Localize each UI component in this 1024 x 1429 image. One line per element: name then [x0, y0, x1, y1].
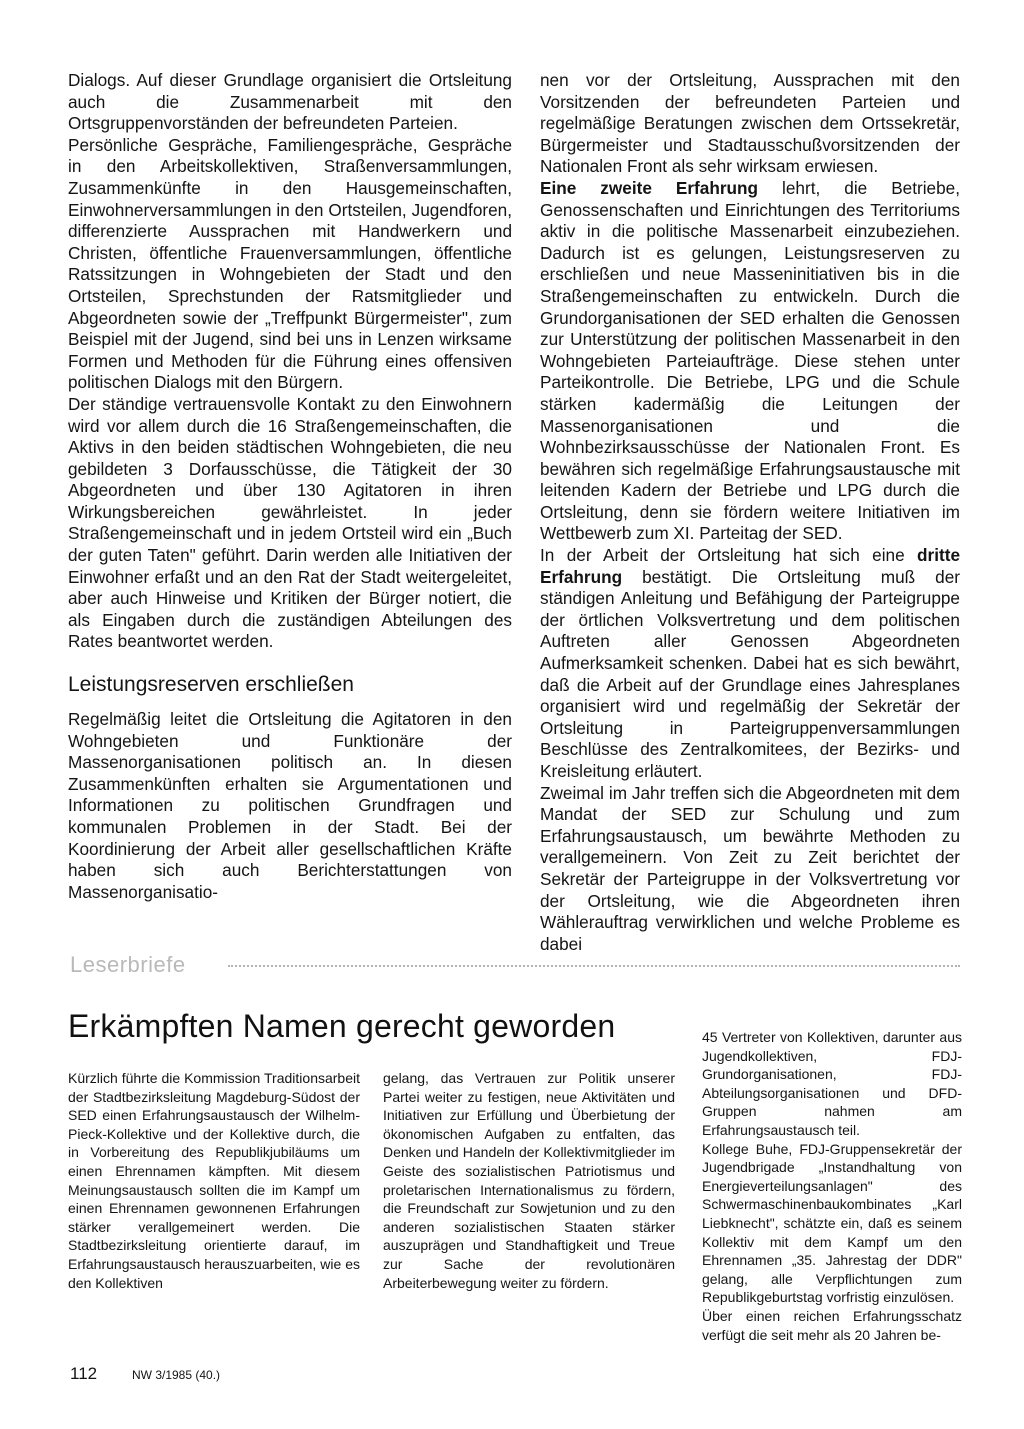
article-column-right — [540, 70, 960, 955]
paragraph — [540, 178, 960, 545]
paragraph: Regelmäßig leitet die Ortsleitung die Agitatoren in den Wohngebieten und Funktionäre der Massenorganisationen politisch an. In diesen Zusammenkünften erhalten sie Argumentationen und Informationen zu politischen Grundfragen und kommunalen Problemen in der Stadt. Bei der Koordinierung der Arbeit aller gesellschaftlichen Kräfte haben sich auch Berichterstattungen von Massenorganisatio- — [68, 709, 512, 902]
paragraph: Über einen reichen Erfahrungsschatz verfügt die seit mehr als 20 Jahren be- — [702, 1307, 962, 1343]
article-column-left — [68, 70, 512, 903]
bold-phrase: dritte Erfahrung — [540, 545, 960, 587]
bold-phrase: Eine zweite Erfahrung — [540, 177, 759, 198]
page-number: 112 — [70, 1364, 98, 1383]
headline: Erkämpften Namen gerecht geworden — [68, 1008, 616, 1044]
paragraph: Der ständige vertrauensvolle Kontakt zu den Einwohnern wird vor allem durch die 16 Straßengemeinschaften, die Aktivs in den beiden städtischen Wohngebieten, die neu gebildeten 3 Dorfausschüsse, die Tätigkeit der 30 Abgeordneten und über 130 Agitatoren in ihren Wirkungsbereichen gewährleistet. In jeder Straßengemeinschaft und in jedem Ortsteil wird ein „Buch der guten Taten" geführt. Darin werden alle Initiativen der Einwohner erfaßt und an den Rat der Stadt weitergeleitet, aber auch Hinweise und Kritiken der Bürger notiert, die als Eingaben durch die zuständigen Abteilungen des Rates beantwortet werden. — [68, 393, 512, 652]
section-label: Leserbriefe — [70, 952, 186, 977]
paragraph: nen vor der Ortsleitung, Aussprachen mit den Vorsitzenden der befreundeten Parteien und regelmäßige Beratungen zwischen dem Ortssekretär, Bürgermeister und Stadtausschußvorsitzenden der Nationalen Front als sehr wirksam erwiesen. — [540, 70, 960, 177]
paragraph: Zweimal im Jahr treffen sich die Abgeordneten mit dem Mandat der SED zur Schulung und zum Erfahrungsaustausch, um bewährte Methoden zu verallgemeinern. Von Zeit zu Zeit berichtet der Sekretär der Parteigruppe in der Volksvertretung vor der Ortsleitung, wie die Abgeordneten ihren Wählerauftrag verwirklichen und welche Probleme es dabei — [540, 782, 960, 954]
section-divider — [70, 952, 960, 978]
paragraph: Persönliche Gespräche, Familiengespräche, Gespräche in den Arbeitskollektiven, Straßenversammlungen, Zusammenkünfte in den Hausgemeinschaften, Einwohnerversammlungen in den Ortsteilen, Jugendforen, differenzierte Aussprachen mit Handwerkern und Christen, öffentliche Frauenversammlungen, öffentliche Ratssitzungen in Wohngebieten der Stadt und den Ortsteilen, Sprechstunden der Ratsmitglieder und Abgeordneten sowie der „Treffpunkt Bürgermeister", zum Beispiel mit der Jugend, sind bei uns in Lenzen wirksame Formen und Methoden für die Führung eines offensiven politischen Dialogs mit den Bürgern. — [68, 134, 512, 393]
paragraph: 45 Vertreter von Kollektiven, darunter aus Jugendkollektiven, FDJ-Grundorganisationen, FDJ-Abteilungsorganisationen und DFD-Gruppen nahmen am Erfahrungsaustausch teil. — [702, 1029, 962, 1138]
dotted-rule — [228, 965, 960, 967]
issue-reference: NW 3/1985 (40.) — [132, 1368, 221, 1382]
paragraph: Dialogs. Auf dieser Grundlage organisiert die Ortsleitung auch die Zusammenarbeit mit den Ortsgruppenvorständen der befreundeten Parteien. — [68, 70, 512, 134]
letter-column-3 — [702, 1028, 962, 1344]
paragraph: gelang, das Vertrauen zur Politik unserer Partei weiter zu festigen, neue Aktivitäten und Initiativen zur Erfüllung und Überbietung der ökonomischen Aufgaben zu entfalten, das Denken und Handeln der Kollektivmitglieder im Geiste des sozialistischen Patriotismus und proletarischen Internationalismus zu fördern, die Freundschaft zur Sowjetunion und zu den anderen sozialistischen Staaten stärker auszuprägen und Standhaftigkeit und Treue zur Sache der revolutionären Arbeiterbewegung weiter zu fördern. — [383, 1070, 675, 1291]
letter-column-1 — [68, 1069, 360, 1292]
paragraph: Kürzlich führte die Kommission Traditionsarbeit der Stadtbezirksleitung Magdeburg-Südost der SED einen Erfahrungsaustausch der Wilhelm-Pieck-Kollektive und der Kollektive durch, die in Vorbereitung des Republikjubiläums um einen Ehrennamen kämpften. Mit diesem Meinungsaustausch sollten die im Kampf um einen Ehrennamen gewonnenen Erfahrungen stärker verallgemeinert werden. Die Stadtbezirksleitung orientierte darauf, im Erfahrungsaustausch herauszuarbeiten, wie es den Kollektiven — [68, 1070, 360, 1291]
paragraph-text: In der Arbeit der Ortsleitung hat sich eine — [540, 545, 918, 566]
letter-column-2 — [383, 1069, 675, 1292]
section-subheading: Leistungsreserven erschließen — [68, 673, 354, 697]
paragraph: Kollege Buhe, FDJ-Gruppensekretär der Jugendbrigade „Instandhaltung von Energieverteilungsanlagen" des Schwermaschinenbaukombinates „Karl Liebknecht", schätzte ein, daß es seinem Kollektiv mit dem Kampf um den Ehrennamen „35. Jahrestag der DDR" gelang, alle Verpflichtungen zum Republikgeburtstag vorfristig einzulösen. — [702, 1140, 962, 1306]
paragraph — [540, 545, 960, 783]
paragraph-text: lehrt, die Betriebe, Genossenschaften und Einrichtungen des Territoriums aktiv in die politische Massenarbeit einzubeziehen. Dadurch ist es gelungen, Leistungsreserven zu erschließen und neue Masseninitiativen bis in die Straßengemeinschaften zu entwickeln. Durch die Grundorganisationen der SED erhalten die Genossen zur Unterstützung der politischen Massenarbeit in den Wohngebieten Parteiaufträge. Diese stehen unter Parteikontrolle. Die Betriebe, LPG und die Schule stärken kadermäßig die Leitungen der Massenorganisationen und die Wohnbezirksausschüsse der Nationalen Front. Es bewähren sich regelmäßige Erfahrungsaustausche mit leitenden Kadern der Betriebe und LPG durch die Ortsleitung, denn sie fördern weitere Initiativen im Wettbewerb zum XI. Parteitag der SED. — [540, 177, 961, 544]
paragraph-text: bestätigt. Die Ortsleitung muß der ständigen Anleitung und Befähigung der Parteigruppe der örtlichen Volksvertretung und dem politischen Auftreten aller Genossen Abgeordneten Aufmerksamkeit schenken. Dabei hat es sich bewährt, daß die Arbeit auf der Grundlage eines Jahresplanes organisiert wird und regelmäßig der Sekretär der Ortsleitung in Parteigruppenversammlungen Beschlüsse des Zentralkomitees, der Bezirks- und Kreisleitung erläutert. — [540, 566, 960, 781]
